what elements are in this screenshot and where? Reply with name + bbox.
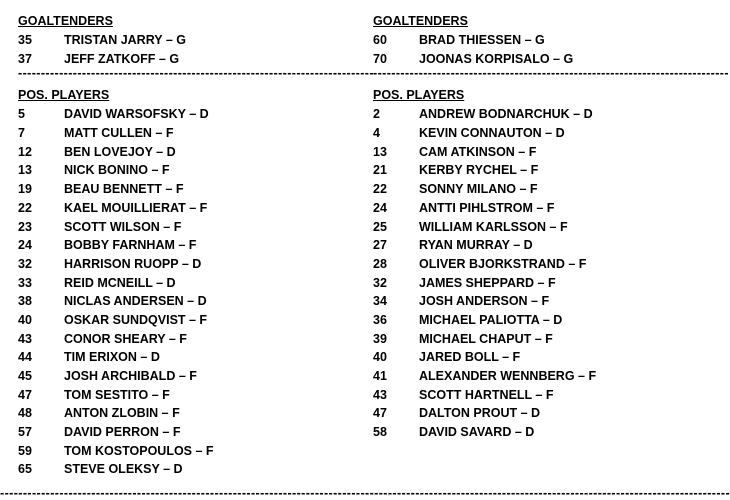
player-name: SCOTT WILSON – F: [64, 219, 182, 234]
player-name: NICLAS ANDERSEN – D: [64, 294, 207, 309]
jersey-number: 27: [373, 238, 387, 253]
player-name: JARED BOLL – F: [419, 350, 521, 365]
jersey-number: 47: [18, 387, 32, 402]
jersey-number: 23: [18, 219, 32, 234]
roster-row: [373, 255, 640, 274]
player-name: OLIVER BJORKSTRAND – F: [419, 256, 587, 271]
jersey-number: 58: [373, 425, 387, 440]
jersey-number: 59: [18, 443, 32, 458]
jersey-number: 43: [18, 331, 32, 346]
jersey-number: 4: [373, 126, 380, 141]
player-name: TRISTAN JARRY – G: [64, 33, 187, 47]
player-name: MICHAEL PALIOTTA – D: [419, 312, 563, 327]
jersey-number: 37: [18, 51, 32, 66]
roster-row: [18, 236, 318, 255]
roster-row: [18, 367, 318, 386]
roster-row: [373, 31, 640, 50]
roster-row: [18, 460, 318, 479]
jersey-number: 45: [18, 369, 32, 383]
jersey-number: 65: [18, 462, 32, 477]
jersey-number: 40: [373, 350, 387, 365]
jersey-number: 47: [373, 406, 387, 421]
jersey-number: 41: [373, 369, 387, 383]
goaltenders-heading: GOALTENDERS: [18, 14, 113, 28]
jersey-number: 21: [373, 163, 387, 178]
player-name: SCOTT HARTNELL – F: [419, 387, 554, 402]
jersey-number: 7: [18, 126, 25, 141]
roster-row: [18, 218, 318, 237]
roster-row: [373, 143, 640, 162]
jersey-number: 33: [18, 275, 32, 290]
player-name: ANTTI PIHLSTROM – F: [419, 200, 555, 215]
roster-row: [373, 124, 640, 143]
roster-row: [18, 386, 318, 405]
roster-row: [373, 292, 640, 311]
player-name: TOM KOSTOPOULOS – F: [64, 443, 214, 458]
jersey-number: 34: [373, 294, 387, 309]
player-name: KEVIN CONNAUTON – D: [419, 126, 565, 141]
jersey-number: 43: [373, 387, 387, 402]
section-separator: ------------------------------------------------------------------------------: [373, 66, 729, 81]
roster-row: [18, 105, 318, 124]
roster-row: [18, 180, 318, 199]
player-name: JOSH ARCHIBALD – F: [64, 369, 197, 383]
roster-row: [373, 386, 640, 405]
player-name: BRAD THIESSEN – G: [419, 33, 545, 47]
roster-row: [373, 423, 640, 442]
position-players-list: [373, 105, 640, 441]
jersey-number: 44: [18, 350, 32, 365]
player-name: ANDREW BODNARCHUK – D: [419, 107, 593, 122]
roster-row: [373, 367, 640, 386]
jersey-number: 57: [18, 425, 32, 440]
player-name: JOSH ANDERSON – F: [419, 294, 550, 309]
jersey-number: 32: [373, 275, 387, 290]
roster-row: [373, 311, 640, 330]
goaltenders-list: [18, 31, 318, 68]
player-name: CONOR SHEARY – F: [64, 331, 187, 346]
jersey-number: 60: [373, 33, 387, 47]
jersey-number: 48: [18, 406, 32, 421]
player-name: DAVID PERRON – F: [64, 425, 181, 440]
jersey-number: 40: [18, 312, 32, 327]
player-name: BEAU BENNETT – F: [64, 182, 184, 197]
roster-row: [18, 199, 318, 218]
roster-row: [373, 218, 640, 237]
position-players-list: [18, 105, 318, 479]
jersey-number: 13: [373, 144, 387, 159]
player-name: RYAN MURRAY – D: [419, 238, 533, 253]
jersey-number: 24: [18, 238, 32, 253]
roster-row: [18, 442, 318, 461]
roster-row: [18, 161, 318, 180]
jersey-number: 39: [373, 331, 387, 346]
roster-row: [18, 330, 318, 349]
player-name: ALEXANDER WENNBERG – F: [419, 369, 597, 383]
jersey-number: 22: [18, 200, 32, 215]
roster-row: [18, 404, 318, 423]
player-name: REID MCNEILL – D: [64, 275, 176, 290]
jersey-number: 35: [18, 33, 32, 47]
player-name: CAM ATKINSON – F: [419, 144, 537, 159]
player-name: TIM ERIXON – D: [64, 350, 160, 365]
player-name: WILLIAM KARLSSON – F: [419, 219, 568, 234]
jersey-number: 22: [373, 182, 387, 197]
roster-row: [18, 311, 318, 330]
roster-row: [373, 330, 640, 349]
goaltenders-heading: GOALTENDERS: [373, 14, 468, 28]
player-name: DAVID SAVARD – D: [419, 425, 535, 440]
roster-row: [18, 423, 318, 442]
player-name: BOBBY FARNHAM – F: [64, 238, 197, 253]
roster-row: [18, 31, 318, 50]
jersey-number: 13: [18, 163, 32, 178]
roster-row: [18, 292, 318, 311]
roster-row: [373, 274, 640, 293]
position-players-heading: POS. PLAYERS: [373, 88, 465, 103]
player-name: HARRISON RUOPP – D: [64, 256, 202, 271]
player-name: STEVE OLEKSY – D: [64, 462, 183, 477]
roster-row: [373, 236, 640, 255]
player-name: JEFF ZATKOFF – G: [64, 51, 180, 66]
roster-row: [373, 180, 640, 199]
jersey-number: 24: [373, 200, 387, 215]
player-name: NICK BONINO – F: [64, 163, 170, 178]
jersey-number: 32: [18, 256, 32, 271]
roster-row: [373, 404, 640, 423]
roster-row: [18, 255, 318, 274]
player-name: JOONAS KORPISALO – G: [419, 51, 574, 66]
player-name: KERBY RYCHEL – F: [419, 163, 539, 178]
roster-left-column: [18, 13, 374, 479]
player-name: TOM SESTITO – F: [64, 387, 170, 402]
roster-row: [18, 124, 318, 143]
jersey-number: 12: [18, 144, 32, 159]
player-name: ANTON ZLOBIN – F: [64, 406, 180, 421]
player-name: JAMES SHEPPARD – F: [419, 275, 556, 290]
jersey-number: 70: [373, 51, 387, 66]
jersey-number: 5: [18, 107, 25, 122]
player-name: DAVID WARSOFSKY – D: [64, 107, 209, 122]
roster-row: [373, 161, 640, 180]
player-name: KAEL MOUILLIERAT – F: [64, 200, 208, 215]
section-separator: ------------------------------------------------------------------------------: [18, 66, 374, 81]
player-name: SONNY MILANO – F: [419, 182, 538, 197]
roster-row: [373, 348, 640, 367]
jersey-number: 19: [18, 182, 32, 197]
jersey-number: 28: [373, 256, 387, 271]
position-players-heading: POS. PLAYERS: [18, 88, 110, 103]
roster-row: [18, 274, 318, 293]
jersey-number: 2: [373, 107, 380, 122]
player-name: MICHAEL CHAPUT – F: [419, 331, 553, 346]
bottom-separator: ----------------------------------------------------------------------------------------------------------------------------------------------------------------: [0, 486, 730, 500]
roster-right-column: [373, 13, 729, 442]
roster-row: [373, 199, 640, 218]
roster-row: [18, 348, 318, 367]
jersey-number: 38: [18, 294, 32, 309]
player-name: OSKAR SUNDQVIST – F: [64, 312, 208, 327]
player-name: MATT CULLEN – F: [64, 126, 174, 141]
roster-row: [373, 105, 640, 124]
roster-row: [18, 143, 318, 162]
player-name: DALTON PROUT – D: [419, 406, 541, 421]
jersey-number: 25: [373, 219, 387, 234]
player-name: BEN LOVEJOY – D: [64, 144, 176, 159]
jersey-number: 36: [373, 312, 387, 327]
goaltenders-list: [373, 31, 640, 68]
